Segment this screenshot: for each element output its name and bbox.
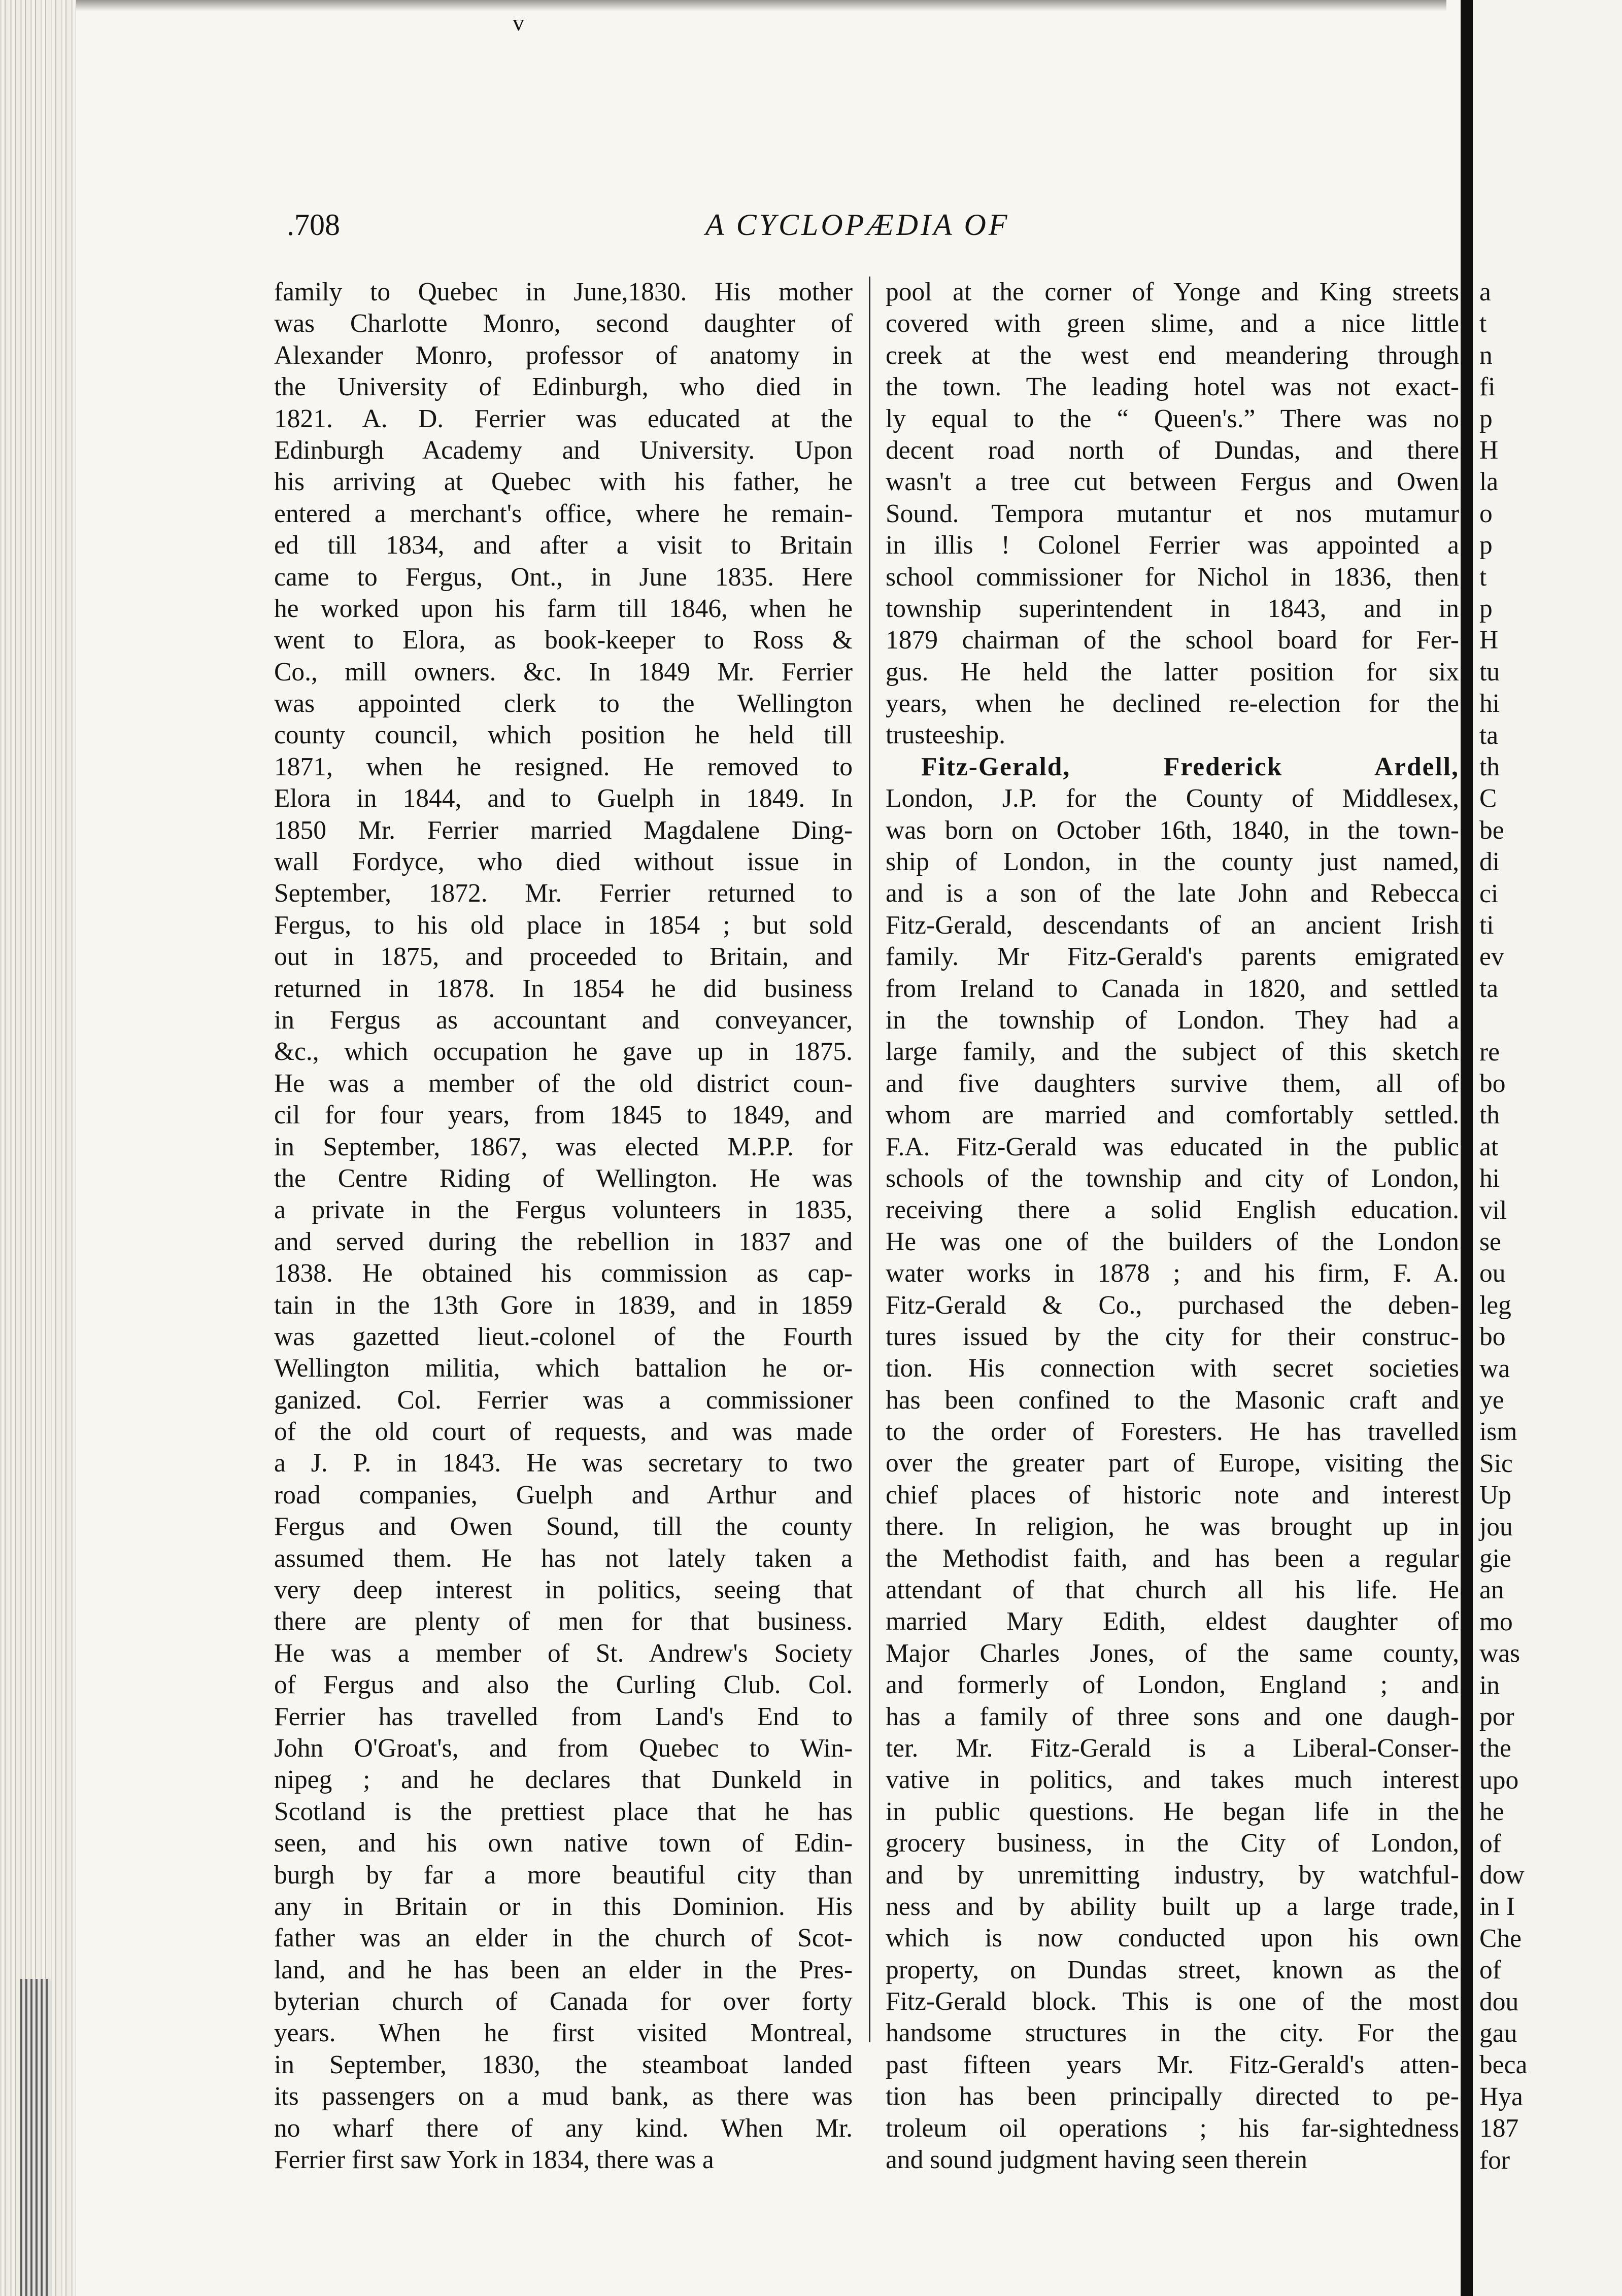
facing-page-fragment: p bbox=[1479, 531, 1493, 560]
text-line: Fitz-Gerald & Co., purchased the deben- bbox=[886, 1290, 1459, 1320]
text-line: troleum oil operations ; his far-sightedness bbox=[886, 2113, 1459, 2143]
text-line: returned in 1878. In 1854 he did business bbox=[274, 974, 853, 1003]
text-line: in September, 1830, the steamboat landed bbox=[274, 2050, 853, 2079]
text-line: in Fergus as accountant and conveyancer, bbox=[274, 1005, 853, 1035]
text-line: tures issued by the city for their construc- bbox=[886, 1322, 1459, 1351]
text-line: ter. Mr. Fitz-Gerald is a Liberal-Conser- bbox=[886, 1733, 1459, 1763]
text-line: assumed them. He has not lately taken a bbox=[274, 1544, 853, 1573]
text-line: township superintendent in 1843, and in bbox=[886, 594, 1459, 623]
text-line: Fitz-Gerald, descendants of an ancient Irish bbox=[886, 910, 1459, 940]
text-line: Co., mill owners. &c. In 1849 Mr. Ferrier bbox=[274, 657, 853, 687]
facing-page-fragment: he bbox=[1479, 1797, 1504, 1827]
facing-page-fragment: th bbox=[1479, 752, 1500, 781]
text-line: Fergus, to his old place in 1854 ; but sold bbox=[274, 910, 853, 940]
facing-page-fragment: ism bbox=[1479, 1417, 1517, 1447]
text-line: and formerly of London, England ; and bbox=[886, 1670, 1459, 1700]
entry-heading: Fitz-Gerald, Frederick Ardell, bbox=[921, 752, 1459, 781]
top-edge-shadow bbox=[76, 0, 1446, 11]
facing-page-fragment: re bbox=[1479, 1037, 1500, 1067]
top-mark: v bbox=[513, 10, 524, 36]
text-line: was gazetted lieut.-colonel of the Fourth bbox=[274, 1322, 853, 1351]
text-line: over the greater part of Europe, visiting the bbox=[886, 1449, 1459, 1478]
facing-page-fragment: o bbox=[1479, 499, 1493, 528]
facing-page-fragment: upo bbox=[1479, 1765, 1519, 1795]
text-line: whom are married and comfortably settled. bbox=[886, 1101, 1459, 1130]
facing-page-fragment: Up bbox=[1479, 1481, 1511, 1510]
text-line: no wharf there of any kind. When Mr. bbox=[274, 2113, 853, 2143]
text-line: London, J.P. for the County of Middlesex, bbox=[886, 784, 1459, 813]
facing-page-fragment: di bbox=[1479, 847, 1500, 877]
text-line: in the township of London. They had a bbox=[886, 1005, 1459, 1035]
facing-page-fragment: p bbox=[1479, 404, 1493, 433]
text-line: property, on Dundas street, known as the bbox=[886, 1955, 1459, 1984]
facing-page-fragment: Che bbox=[1479, 1924, 1522, 1953]
facing-page-fragment: wa bbox=[1479, 1354, 1510, 1383]
text-line: trusteeship. bbox=[886, 721, 1005, 750]
text-line: tion has been principally directed to pe- bbox=[886, 2082, 1459, 2111]
text-line: 1821. A. D. Ferrier was educated at the bbox=[274, 404, 853, 433]
text-line: and five daughters survive them, all of bbox=[886, 1069, 1459, 1098]
text-line: in illis ! Colonel Ferrier was appointed a bbox=[886, 531, 1459, 560]
running-title: A CYCLOPÆDIA OF bbox=[705, 208, 1010, 242]
text-line: which is now conducted upon his own bbox=[886, 1924, 1459, 1953]
text-line: burgh by far a more beautiful city than bbox=[274, 1860, 853, 1890]
text-line: father was an elder in the church of Scot- bbox=[274, 1924, 853, 1953]
text-line: ness and by ability built up a large trade, bbox=[886, 1892, 1459, 1921]
text-line: family to Quebec in June,1830. His mother bbox=[274, 278, 853, 306]
text-line: school commissioner for Nichol in 1836, then bbox=[886, 562, 1459, 592]
facing-page-fragment: ye bbox=[1479, 1386, 1504, 1415]
text-line: cil for four years, from 1845 to 1849, and bbox=[274, 1101, 853, 1130]
facing-page-fragment: t bbox=[1479, 309, 1487, 338]
text-line: the town. The leading hotel was not exact- bbox=[886, 372, 1459, 402]
facing-page-fragment: 187 bbox=[1479, 2114, 1519, 2143]
text-line: any in Britain or in this Dominion. His bbox=[274, 1892, 853, 1921]
text-line: seen, and his own native town of Edin- bbox=[274, 1829, 853, 1858]
text-line: and served during the rebellion in 1837 and bbox=[274, 1227, 853, 1256]
facing-page-fragment: ou bbox=[1479, 1259, 1506, 1288]
text-line: went to Elora, as book-keeper to Ross & bbox=[274, 626, 853, 655]
text-line: ganized. Col. Ferrier was a commissioner bbox=[274, 1385, 853, 1415]
text-line: grocery business, in the City of London, bbox=[886, 1829, 1459, 1858]
text-line: of Fergus and also the Curling Club. Col. bbox=[274, 1670, 853, 1700]
facing-page-fragment: ta bbox=[1479, 974, 1499, 1003]
page-number: .708 bbox=[287, 208, 340, 242]
text-line: Scotland is the prettiest place that he has bbox=[274, 1797, 853, 1826]
text-line: entered a merchant's office, where he remain- bbox=[274, 499, 853, 528]
text-line: water works in 1878 ; and his firm, F. A. bbox=[886, 1259, 1459, 1288]
facing-page-fragment: be bbox=[1479, 815, 1504, 845]
text-line: the Centre Riding of Wellington. He was bbox=[274, 1163, 853, 1193]
text-line: in September, 1867, was elected M.P.P. for bbox=[274, 1132, 853, 1161]
facing-page-fragment: bo bbox=[1479, 1069, 1506, 1098]
facing-page-fragment: bo bbox=[1479, 1322, 1506, 1352]
text-line: attendant of that church all his life. He bbox=[886, 1575, 1459, 1605]
facing-page-fragment: an bbox=[1479, 1575, 1504, 1605]
facing-page-fragment: for bbox=[1479, 2145, 1510, 2175]
text-line: and by unremitting industry, by watchful- bbox=[886, 1860, 1459, 1890]
facing-page-fragment: leg bbox=[1479, 1290, 1511, 1320]
text-line: there. In religion, he was brought up in bbox=[886, 1512, 1459, 1541]
facing-page-fragment: mo bbox=[1479, 1607, 1513, 1636]
facing-page-fragment: th bbox=[1479, 1101, 1500, 1130]
facing-page-fragment: ta bbox=[1479, 721, 1499, 750]
text-line: pool at the corner of Yonge and King streets bbox=[886, 278, 1459, 306]
text-line: 1850 Mr. Ferrier married Magdalene Ding- bbox=[274, 815, 853, 845]
text-line: and sound judgment having seen therein bbox=[886, 2145, 1307, 2175]
spine-shadow bbox=[20, 1979, 51, 2296]
text-line: decent road north of Dundas, and there bbox=[886, 435, 1459, 465]
text-line: John O'Groat's, and from Quebec to Win- bbox=[274, 1733, 853, 1763]
facing-page-fragment: se bbox=[1479, 1227, 1501, 1256]
facing-page-fragment: of bbox=[1479, 1956, 1501, 1985]
text-line: 1879 chairman of the school board for Fer- bbox=[886, 626, 1459, 655]
facing-page-fragment: gau bbox=[1479, 2019, 1517, 2048]
text-line: its passengers on a mud bank, as there was bbox=[274, 2082, 853, 2111]
right-column bbox=[886, 277, 1459, 2176]
text-line: 1871, when he resigned. He removed to bbox=[274, 752, 853, 781]
text-line: receiving there a solid English education. bbox=[886, 1195, 1459, 1225]
facing-page-fragment: was bbox=[1479, 1639, 1520, 1668]
text-line: Fergus and Owen Sound, till the county bbox=[274, 1512, 853, 1541]
text-line: a private in the Fergus volunteers in 1835, bbox=[274, 1195, 853, 1225]
text-line: nipeg ; and he declares that Dunkeld in bbox=[274, 1765, 853, 1795]
text-line: in public questions. He began life in the bbox=[886, 1797, 1459, 1826]
text-line: tain in the 13th Gore in 1839, and in 1859 bbox=[274, 1290, 853, 1320]
text-line: Edinburgh Academy and University. Upon bbox=[274, 435, 853, 465]
text-line: past fifteen years Mr. Fitz-Gerald's atten- bbox=[886, 2050, 1459, 2079]
text-line: the Methodist faith, and has been a regular bbox=[886, 1544, 1459, 1573]
text-line: Fitz-Gerald block. This is one of the most bbox=[886, 1987, 1459, 2016]
left-column bbox=[274, 277, 853, 2176]
facing-page-fragment: in bbox=[1479, 1670, 1500, 1700]
text-line: ed till 1834, and after a visit to Britain bbox=[274, 531, 853, 560]
text-line: married Mary Edith, eldest daughter of bbox=[886, 1607, 1459, 1636]
text-line: out in 1875, and proceeded to Britain, and bbox=[274, 942, 853, 972]
facing-page-fragment: the bbox=[1479, 1734, 1511, 1763]
text-line: to the order of Foresters. He has travelled bbox=[886, 1417, 1459, 1447]
column-divider bbox=[869, 277, 870, 2042]
text-line: tion. His connection with secret societies bbox=[886, 1354, 1459, 1383]
text-line: Ferrier has travelled from Land's End to bbox=[274, 1702, 853, 1731]
text-line: his arriving at Quebec with his father, he bbox=[274, 467, 853, 497]
text-line: was Charlotte Monro, second daughter of bbox=[274, 309, 853, 338]
facing-page-fragment: in I bbox=[1479, 1892, 1515, 1922]
facing-page-fragment: por bbox=[1479, 1702, 1514, 1731]
facing-page-fragment: dow bbox=[1479, 1861, 1525, 1890]
text-line: handsome structures in the city. For the bbox=[886, 2018, 1459, 2048]
text-line: He was one of the builders of the London bbox=[886, 1227, 1459, 1256]
facing-page-fragment: a bbox=[1479, 278, 1491, 306]
text-line: county council, which position he held till bbox=[274, 721, 853, 750]
text-line: was born on October 16th, 1840, in the town- bbox=[886, 815, 1459, 845]
facing-page-fragment: H bbox=[1479, 626, 1499, 655]
text-line: September, 1872. Mr. Ferrier returned to bbox=[274, 879, 853, 908]
facing-page-fragment: ev bbox=[1479, 942, 1504, 972]
facing-page-fragment: vil bbox=[1479, 1195, 1507, 1225]
text-line: and is a son of the late John and Rebecca bbox=[886, 879, 1459, 908]
text-line: schools of the township and city of London, bbox=[886, 1163, 1459, 1193]
text-line: Major Charles Jones, of the same county, bbox=[886, 1638, 1459, 1668]
facing-page-fragment: t bbox=[1479, 562, 1487, 592]
text-line: he worked upon his farm till 1846, when he bbox=[274, 594, 853, 623]
text-line: Wellington militia, which battalion he or- bbox=[274, 1354, 853, 1383]
facing-page-fragment: Hya bbox=[1479, 2082, 1523, 2111]
text-line: came to Fergus, Ont., in June 1835. Here bbox=[274, 562, 853, 592]
facing-page-fragment: tu bbox=[1479, 657, 1500, 687]
facing-page-fragment: jou bbox=[1479, 1512, 1513, 1541]
text-line: He was a member of the old district coun- bbox=[274, 1069, 853, 1098]
text-line: byterian church of Canada for over forty bbox=[274, 1987, 853, 2016]
facing-page-fragment: ci bbox=[1479, 879, 1499, 908]
facing-page-fragment: Sic bbox=[1479, 1449, 1513, 1478]
text-line: land, and he has been an elder in the Pres- bbox=[274, 1955, 853, 1984]
facing-page-fragment: beca bbox=[1479, 2050, 1528, 2080]
text-line: very deep interest in politics, seeing that bbox=[274, 1575, 853, 1605]
facing-page-fragment: H bbox=[1479, 436, 1499, 465]
text-line: was appointed clerk to the Wellington bbox=[274, 689, 853, 718]
text-line: wasn't a tree cut between Fergus and Owen bbox=[886, 467, 1459, 497]
facing-page-fragment: la bbox=[1479, 467, 1499, 497]
text-line: ly equal to the “ Queen's.” There was no bbox=[886, 404, 1459, 433]
text-line: Sound. Tempora mutantur et nos mutamur bbox=[886, 499, 1459, 528]
text-line: He was a member of St. Andrew's Society bbox=[274, 1638, 853, 1668]
text-line: years, when he declined re-election for the bbox=[886, 689, 1459, 718]
text-line: there are plenty of men for that business. bbox=[274, 1607, 853, 1636]
facing-page-fragment: of bbox=[1479, 1829, 1501, 1858]
facing-page-fragment: gie bbox=[1479, 1544, 1511, 1573]
text-line: chief places of historic note and interest bbox=[886, 1480, 1459, 1510]
facing-page-fragment: C bbox=[1479, 784, 1497, 813]
text-line: large family, and the subject of this sketch bbox=[886, 1037, 1459, 1067]
text-line: the University of Edinburgh, who died in bbox=[274, 372, 853, 402]
text-line: covered with green slime, and a nice little bbox=[886, 309, 1459, 338]
book-spine bbox=[0, 0, 76, 2296]
facing-page-fragment: p bbox=[1479, 594, 1493, 623]
text-line: years. When he first visited Montreal, bbox=[274, 2018, 853, 2048]
text-line: 1838. He obtained his commission as cap- bbox=[274, 1259, 853, 1288]
text-line: family. Mr Fitz-Gerald's parents emigrated bbox=[886, 942, 1459, 972]
facing-page bbox=[1473, 0, 1622, 2296]
facing-page-fragment: at bbox=[1479, 1132, 1499, 1161]
text-line: road companies, Guelph and Arthur and bbox=[274, 1480, 853, 1510]
facing-page-fragment: fi bbox=[1479, 372, 1496, 402]
text-line: Alexander Monro, professor of anatomy in bbox=[274, 340, 853, 370]
facing-page-fragment: dou bbox=[1479, 1987, 1519, 2016]
facing-page-fragment: hi bbox=[1479, 689, 1500, 718]
gutter-shadow bbox=[1461, 0, 1473, 2296]
text-line: wall Fordyce, who died without issue in bbox=[274, 847, 853, 877]
facing-page-fragment: ti bbox=[1479, 911, 1494, 940]
text-line: vative in politics, and takes much interest bbox=[886, 1765, 1459, 1795]
text-line: from Ireland to Canada in 1820, and settled bbox=[886, 974, 1459, 1003]
text-line: of the old court of requests, and was made bbox=[274, 1417, 853, 1447]
text-line: Elora in 1844, and to Guelph in 1849. In bbox=[274, 784, 853, 813]
text-line: has been confined to the Masonic craft and bbox=[886, 1385, 1459, 1415]
text-line: ship of London, in the county just named, bbox=[886, 847, 1459, 877]
facing-page-fragment: n bbox=[1479, 340, 1493, 370]
facing-page-fragment: hi bbox=[1479, 1164, 1500, 1193]
text-line: Ferrier first saw York in 1834, there was a bbox=[274, 2145, 714, 2175]
text-line: &c., which occupation he gave up in 1875. bbox=[274, 1037, 853, 1067]
text-line: has a family of three sons and one daugh- bbox=[886, 1702, 1459, 1731]
text-line: F.A. Fitz-Gerald was educated in the public bbox=[886, 1132, 1459, 1161]
text-line: a J. P. in 1843. He was secretary to two bbox=[274, 1449, 853, 1478]
text-line: creek at the west end meandering through bbox=[886, 340, 1459, 370]
text-line: gus. He held the latter position for six bbox=[886, 657, 1459, 687]
